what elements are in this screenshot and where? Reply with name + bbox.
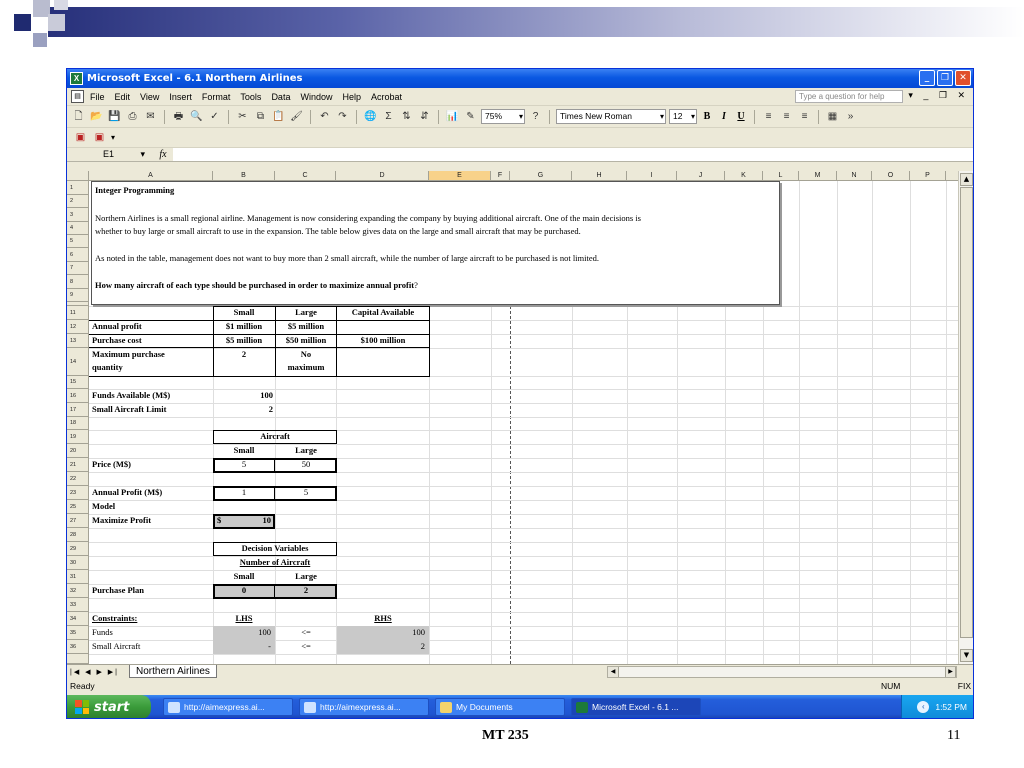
taskbar-item-my-documents[interactable] bbox=[435, 698, 565, 716]
bold-button[interactable]: B bbox=[703, 111, 711, 122]
row-header[interactable]: 3 bbox=[67, 208, 89, 222]
lhs-header[interactable]: LHS bbox=[235, 613, 253, 623]
sheet-tab-bar bbox=[67, 664, 974, 678]
window-title: Microsoft Excel - 6.1 Northern Airlines bbox=[87, 73, 303, 84]
row-header[interactable]: 9 bbox=[67, 289, 89, 302]
aircraft-large-header[interactable]: Large bbox=[295, 445, 317, 455]
aircraft-small-header[interactable]: Small bbox=[233, 445, 255, 455]
row-header[interactable]: 13 bbox=[67, 334, 89, 348]
slide-deco-square bbox=[33, 33, 47, 47]
decision-small-header[interactable]: Small bbox=[233, 571, 255, 581]
slide-deco-square bbox=[48, 14, 65, 31]
save-icon[interactable]: 💾 bbox=[108, 111, 121, 122]
table-cell: maximum bbox=[287, 362, 325, 372]
plan-small[interactable]: 0 bbox=[241, 585, 247, 595]
row-header[interactable]: 27 bbox=[67, 514, 89, 528]
row-header[interactable]: 20 bbox=[67, 444, 89, 458]
column-header-p[interactable]: P bbox=[910, 171, 946, 181]
column-header-f[interactable]: F bbox=[491, 171, 510, 181]
toolbar-dropdown-icon[interactable]: ▾ bbox=[111, 133, 116, 142]
row-header[interactable]: 33 bbox=[67, 598, 89, 612]
column-header-c[interactable]: C bbox=[275, 171, 336, 181]
taskbar bbox=[67, 695, 974, 719]
table-cell[interactable]: $1 million bbox=[225, 321, 263, 331]
menu-format[interactable]: Format bbox=[201, 91, 231, 102]
menu-view[interactable]: View bbox=[140, 91, 160, 102]
menu-bar bbox=[67, 88, 973, 106]
sort-descending-icon[interactable]: ⇵ bbox=[420, 111, 429, 122]
row-header[interactable]: 8 bbox=[67, 275, 89, 289]
doc-window-controls[interactable]: ▾ _ ❐ ✕ bbox=[908, 90, 969, 100]
row-header[interactable]: 28 bbox=[67, 528, 89, 542]
constraint-rhs[interactable]: 100 bbox=[412, 627, 425, 637]
column-header-e[interactable]: E bbox=[429, 171, 491, 181]
ie-icon bbox=[304, 702, 316, 713]
permission-icon[interactable]: ⎙ bbox=[128, 111, 137, 122]
ie-icon bbox=[168, 702, 180, 713]
status-ready: Ready bbox=[70, 681, 95, 691]
table-row-label[interactable]: Annual profit bbox=[92, 321, 142, 331]
name-box[interactable]: E1 ▾ bbox=[67, 148, 153, 161]
spelling-icon[interactable]: ✓ bbox=[210, 111, 219, 122]
hyperlink-icon[interactable]: 🌐 bbox=[364, 111, 377, 122]
drawing-icon[interactable]: ✎ bbox=[466, 111, 475, 122]
zoom-select[interactable]: 75% ▾ bbox=[481, 109, 525, 124]
column-header-b[interactable]: B bbox=[213, 171, 275, 181]
font-size-select[interactable]: 12 ▾ bbox=[669, 109, 697, 124]
autosum-icon[interactable]: Σ bbox=[385, 111, 392, 122]
new-icon[interactable]: 🗋 bbox=[74, 111, 83, 122]
row-header[interactable]: 25 bbox=[67, 500, 89, 514]
row-header[interactable]: 30 bbox=[67, 556, 89, 570]
excel-icon: X bbox=[70, 72, 83, 85]
folder-icon bbox=[440, 702, 452, 713]
price-label[interactable]: Price (M$) bbox=[92, 459, 131, 469]
row-header[interactable]: 14 bbox=[67, 348, 89, 376]
row-header[interactable]: 16 bbox=[67, 389, 89, 403]
taskbar-item-label: My Documents bbox=[456, 702, 513, 712]
row-header[interactable]: 6 bbox=[67, 248, 89, 262]
table-row-label[interactable]: Maximum purchase bbox=[92, 349, 165, 359]
excel-icon bbox=[576, 702, 588, 713]
align-right-icon[interactable]: ≡ bbox=[801, 111, 808, 122]
table-cell[interactable]: $5 million bbox=[287, 321, 325, 331]
row-header[interactable]: 19 bbox=[67, 430, 89, 444]
taskbar-item-label: Microsoft Excel - 6.1 ... bbox=[592, 702, 679, 712]
row-header[interactable]: 29 bbox=[67, 542, 89, 556]
start-button[interactable] bbox=[67, 695, 151, 719]
textbox-line: whether to buy large or small aircraft to use in the expansion. The table below gives data on the large and small aircraft that may be purchased. bbox=[95, 226, 581, 236]
textbox-line: As noted in the table, management does not want to buy more than 2 small aircraft, while the number of large aircraft to be purchased is not limited. bbox=[95, 253, 600, 263]
profit-label[interactable]: Annual Profit (M$) bbox=[92, 487, 163, 497]
document-icon[interactable]: ▤ bbox=[71, 90, 84, 103]
row-header[interactable]: 32 bbox=[67, 584, 89, 598]
underline-button[interactable]: U bbox=[737, 111, 745, 122]
model-label[interactable]: Model bbox=[92, 501, 116, 511]
problem-description-textbox[interactable] bbox=[91, 181, 780, 305]
start-label: start bbox=[94, 699, 130, 715]
slide-page-number: 11 bbox=[947, 728, 961, 743]
row-header[interactable]: 2 bbox=[67, 195, 89, 208]
undo-icon[interactable]: ↶ bbox=[320, 111, 329, 122]
table-row-label[interactable]: Purchase cost bbox=[92, 335, 142, 345]
question-help-input[interactable]: Type a question for help bbox=[795, 90, 903, 103]
font-select[interactable]: Times New Roman ▾ bbox=[556, 109, 666, 124]
column-header-o[interactable]: O bbox=[872, 171, 910, 181]
borders-icon[interactable]: ▦ bbox=[827, 111, 838, 122]
close-button[interactable]: ✕ bbox=[955, 70, 971, 86]
column-header-l[interactable]: L bbox=[763, 171, 799, 181]
pdf-toolbar bbox=[67, 128, 973, 148]
column-header-i[interactable]: I bbox=[627, 171, 677, 181]
format-painter-icon[interactable]: 🖌 bbox=[290, 111, 303, 122]
table-row-label: quantity bbox=[92, 362, 123, 372]
decision-large-header[interactable]: Large bbox=[295, 571, 317, 581]
print-icon[interactable]: 🖶 bbox=[173, 111, 184, 122]
status-bar bbox=[67, 679, 974, 693]
row-header[interactable]: 12 bbox=[67, 320, 89, 334]
row-header[interactable]: 23 bbox=[67, 486, 89, 500]
table-header-small[interactable]: Small bbox=[233, 307, 255, 317]
row-header[interactable]: 36 bbox=[67, 640, 89, 654]
column-header-d[interactable]: D bbox=[336, 171, 429, 181]
row-header[interactable]: 34 bbox=[67, 612, 89, 626]
pdf-convert-icon[interactable]: ▣ bbox=[75, 132, 86, 143]
scroll-down-icon[interactable]: ▼ bbox=[960, 649, 973, 662]
column-header-n[interactable]: N bbox=[837, 171, 872, 181]
email-icon[interactable]: ✉ bbox=[146, 111, 155, 122]
table-cell[interactable]: 2 bbox=[241, 349, 247, 359]
tray-arrow-icon[interactable]: ‹ bbox=[917, 701, 929, 713]
plan-large[interactable]: 2 bbox=[303, 585, 309, 595]
slide-footer-title: MT 235 bbox=[482, 728, 529, 743]
align-left-icon[interactable]: ≡ bbox=[765, 111, 772, 122]
limit-label[interactable]: Small Aircraft Limit bbox=[92, 404, 167, 414]
table-cell[interactable]: $5 million bbox=[225, 335, 263, 345]
objective-label[interactable]: Maximize Profit bbox=[92, 515, 152, 525]
pdf-email-icon[interactable]: ▣ bbox=[94, 132, 105, 143]
select-all-corner[interactable] bbox=[67, 171, 89, 181]
formula-bar bbox=[67, 148, 973, 162]
textbox-title: Integer Programming bbox=[95, 185, 175, 195]
price-small[interactable]: 5 bbox=[241, 459, 247, 469]
menu-file[interactable]: File bbox=[90, 91, 105, 102]
row-header[interactable]: 21 bbox=[67, 458, 89, 472]
table-header-large[interactable]: Large bbox=[295, 307, 317, 317]
excel-window bbox=[66, 68, 974, 719]
title-bar[interactable] bbox=[67, 69, 973, 88]
worksheet-grid[interactable] bbox=[67, 171, 960, 664]
scroll-up-icon[interactable]: ▲ bbox=[960, 173, 973, 186]
limit-value[interactable]: 2 bbox=[268, 404, 273, 414]
menu-tools[interactable]: Tools bbox=[240, 91, 262, 102]
paste-icon[interactable]: 📋 bbox=[272, 111, 285, 122]
row-header[interactable]: 18 bbox=[67, 417, 89, 430]
vertical-scrollbar[interactable] bbox=[958, 171, 973, 664]
table-cell[interactable]: $100 million bbox=[360, 335, 406, 345]
column-header-k[interactable]: K bbox=[725, 171, 763, 181]
price-large[interactable]: 50 bbox=[301, 459, 311, 469]
constraints-label[interactable]: Constraints: bbox=[92, 613, 138, 623]
constraint-lhs[interactable]: - bbox=[268, 641, 271, 651]
plan-label[interactable]: Purchase Plan bbox=[92, 585, 145, 595]
menu-window[interactable]: Window bbox=[300, 91, 333, 102]
column-header-a[interactable]: A bbox=[89, 171, 213, 181]
sort-ascending-icon[interactable]: ⇅ bbox=[402, 111, 411, 122]
function-icon[interactable]: fx bbox=[159, 149, 167, 160]
row-header[interactable]: 5 bbox=[67, 235, 89, 248]
redo-icon[interactable]: ↷ bbox=[338, 111, 347, 122]
slide-header-bar bbox=[48, 7, 1024, 37]
sheet-tab-northern-airlines[interactable]: Northern Airlines bbox=[129, 665, 217, 678]
table-cell[interactable]: No bbox=[300, 349, 312, 359]
slide-deco-square bbox=[14, 14, 31, 31]
objective-value[interactable]: 10 bbox=[262, 515, 271, 525]
funds-label[interactable]: Funds Available (M$) bbox=[92, 390, 171, 400]
menu-edit[interactable]: Edit bbox=[114, 91, 131, 102]
windows-flag-icon bbox=[75, 700, 89, 714]
row-header[interactable]: 22 bbox=[67, 472, 89, 486]
row-header[interactable]: 17 bbox=[67, 403, 89, 417]
profit-large[interactable]: 5 bbox=[303, 487, 309, 497]
constraint-op[interactable]: <= bbox=[301, 627, 311, 637]
taskbar-item-label: http://aimexpress.ai... bbox=[184, 702, 265, 712]
constraint-name[interactable]: Funds bbox=[92, 627, 113, 637]
formula-input[interactable] bbox=[173, 148, 973, 161]
textbox-line: Northern Airlines is a small regional airline. Management is now considering expanding the company by buying additional aircraft. One of the main decisions is bbox=[95, 213, 641, 223]
minimize-button[interactable]: _ bbox=[919, 70, 935, 86]
column-header-h[interactable]: H bbox=[572, 171, 627, 181]
column-header-m[interactable]: M bbox=[799, 171, 837, 181]
print-preview-icon[interactable]: 🔍 bbox=[190, 111, 203, 122]
table-cell[interactable]: $50 million bbox=[285, 335, 327, 345]
menu-insert[interactable]: Insert bbox=[169, 91, 192, 102]
help-icon[interactable]: ? bbox=[532, 111, 539, 122]
decision-header[interactable]: Decision Variables bbox=[241, 543, 309, 553]
decision-subheader[interactable]: Number of Aircraft bbox=[239, 557, 311, 567]
row-header[interactable]: 4 bbox=[67, 222, 89, 235]
row-header[interactable]: 7 bbox=[67, 262, 89, 275]
cut-icon[interactable]: ✂ bbox=[238, 111, 247, 122]
funds-value[interactable]: 100 bbox=[260, 390, 273, 400]
constraint-lhs[interactable]: 100 bbox=[258, 627, 271, 637]
profit-small[interactable]: 1 bbox=[241, 487, 247, 497]
constraint-name[interactable]: Small Aircraft bbox=[92, 641, 141, 651]
menu-acrobat[interactable]: Acrobat bbox=[370, 91, 403, 102]
status-num: NUM bbox=[881, 681, 901, 691]
taskbar-item-excel[interactable] bbox=[571, 698, 701, 716]
row-header[interactable]: 31 bbox=[67, 570, 89, 584]
row-header[interactable]: 15 bbox=[67, 376, 89, 389]
row-header[interactable]: 11 bbox=[67, 306, 89, 320]
system-tray bbox=[901, 695, 974, 719]
column-header-g[interactable]: G bbox=[510, 171, 572, 181]
toolbar-options-icon[interactable]: » bbox=[847, 111, 854, 122]
slide-deco-square bbox=[54, 0, 68, 10]
taskbar-item-ie2[interactable] bbox=[299, 698, 429, 716]
row-header[interactable]: 35 bbox=[67, 626, 89, 640]
constraint-rhs[interactable]: 2 bbox=[420, 641, 425, 651]
tab-navigation-icons[interactable]: |◀ ◀ ▶ ▶| bbox=[70, 668, 120, 676]
menu-help[interactable]: Help bbox=[342, 91, 361, 102]
aircraft-header[interactable]: Aircraft bbox=[260, 431, 290, 441]
align-center-icon[interactable]: ≡ bbox=[783, 111, 790, 122]
taskbar-item-label: http://aimexpress.ai... bbox=[320, 702, 401, 712]
horizontal-scrollbar[interactable] bbox=[607, 666, 957, 678]
restore-button[interactable]: ❐ bbox=[937, 70, 953, 86]
row-header[interactable]: 1 bbox=[67, 181, 89, 195]
clock: 1:52 PM bbox=[935, 702, 967, 712]
menu-data[interactable]: Data bbox=[271, 91, 291, 102]
taskbar-item-ie1[interactable] bbox=[163, 698, 293, 716]
scroll-right-icon[interactable]: ▶ bbox=[945, 667, 956, 677]
open-icon[interactable]: 📂 bbox=[90, 111, 103, 122]
standard-toolbar bbox=[67, 106, 973, 128]
scroll-left-icon[interactable]: ◀ bbox=[608, 667, 619, 677]
status-fix: FIX bbox=[957, 681, 971, 691]
column-header-j[interactable]: J bbox=[677, 171, 725, 181]
textbox-question: How many aircraft of each type should be purchased in order to maximize annual profit? bbox=[95, 280, 418, 290]
row-header[interactable] bbox=[67, 654, 89, 664]
objective-currency: $ bbox=[217, 515, 222, 525]
copy-icon[interactable]: ⧉ bbox=[256, 111, 265, 122]
chart-wizard-icon[interactable]: 📊 bbox=[446, 111, 459, 122]
italic-button[interactable]: I bbox=[722, 111, 726, 122]
constraint-op[interactable]: <= bbox=[301, 641, 311, 651]
rhs-header[interactable]: RHS bbox=[374, 613, 392, 623]
table-header-capital[interactable]: Capital Available bbox=[351, 307, 415, 317]
scroll-thumb[interactable] bbox=[960, 187, 973, 638]
